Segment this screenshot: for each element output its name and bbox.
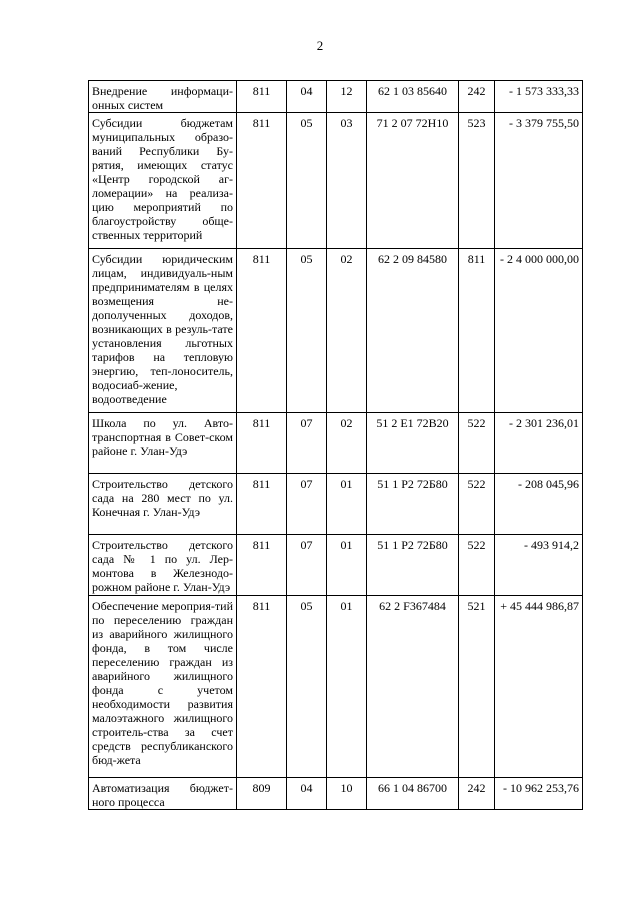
row-gr: 809: [237, 778, 287, 810]
table-row: [89, 81, 583, 113]
row-pr: 01: [327, 474, 367, 535]
row-amount: - 10 962 253,76: [495, 778, 583, 810]
row-amount: - 493 914,2: [495, 535, 583, 596]
row-vr: 242: [459, 778, 495, 810]
row-name: Школа по ул. Авто-транспортная в Совет-ском районе г. Улан-Удэ: [89, 413, 237, 474]
page-number: 2: [316, 38, 324, 53]
row-amount: - 2 4 000 000,00: [495, 249, 583, 413]
row-gr: 811: [237, 81, 287, 113]
row-pr: 02: [327, 413, 367, 474]
row-rz: 05: [287, 596, 327, 778]
table-row: [89, 413, 583, 474]
row-amount: + 45 444 986,87: [495, 596, 583, 778]
row-amount: - 3 379 755,50: [495, 113, 583, 249]
row-csr: 51 2 Е1 72В20: [367, 413, 459, 474]
row-gr: 811: [237, 474, 287, 535]
row-gr: 811: [237, 596, 287, 778]
table-row: [89, 596, 583, 778]
table-row: [89, 535, 583, 596]
row-rz: 07: [287, 413, 327, 474]
row-pr: 01: [327, 596, 367, 778]
row-name: Автоматизация бюджет-ного процесса: [89, 778, 237, 810]
row-amount: - 1 573 333,33: [495, 81, 583, 113]
row-csr: 62 1 03 85640: [367, 81, 459, 113]
row-rz: 07: [287, 474, 327, 535]
row-vr: 522: [459, 474, 495, 535]
row-rz: 04: [287, 81, 327, 113]
row-name: Обеспечение мероприя-тий по переселению граждан из аварийного жилищного фонда, в том числе переселению граждан из аварийного жилищного фонда с учетом необходимости развития малоэтажного жилищного строитель-ства за счет средств республиканского бюд-жета: [89, 596, 237, 778]
row-pr: 10: [327, 778, 367, 810]
row-gr: 811: [237, 249, 287, 413]
budget-changes-table: [88, 80, 583, 810]
row-vr: 522: [459, 535, 495, 596]
row-csr: 51 1 Р2 72Б80: [367, 474, 459, 535]
row-amount: - 2 301 236,01: [495, 413, 583, 474]
table-row: [89, 474, 583, 535]
row-gr: 811: [237, 535, 287, 596]
row-pr: 12: [327, 81, 367, 113]
row-pr: 01: [327, 535, 367, 596]
row-vr: 811: [459, 249, 495, 413]
row-name: Субсидии юридическим лицам, индивидуаль-ным предпринимателям в целях возмещения не-дополученных доходов, возникающих в резуль-тате установления льготных тарифов на тепловую энергию, теп-лоноситель, водосиаб-жение, водоотведение: [89, 249, 237, 413]
table-row: [89, 113, 583, 249]
row-csr: 51 1 Р2 72Б80: [367, 535, 459, 596]
row-name: Строительство детского сада на 280 мест по ул. Конечная г. Улан-Удэ: [89, 474, 237, 535]
table-row: [89, 778, 583, 810]
row-name: Субсидии бюджетам муниципальных образо-ваний Республики Бу-рятия, имеющих статус «Центр городской аг-ломерации» на реализа-цию мероприятий по благоустройству обще-ственных территорий: [89, 113, 237, 249]
row-gr: 811: [237, 413, 287, 474]
row-rz: 05: [287, 249, 327, 413]
row-rz: 04: [287, 778, 327, 810]
row-csr: 62 2 09 84580: [367, 249, 459, 413]
row-csr: 71 2 07 72Н10: [367, 113, 459, 249]
row-vr: 522: [459, 413, 495, 474]
row-name: Внедрение информаци-онных систем: [89, 81, 237, 113]
row-csr: 66 1 04 86700: [367, 778, 459, 810]
row-rz: 07: [287, 535, 327, 596]
row-name: Строительство детского сада № 1 по ул. Лер-монтова в Железнодо-рожном районе г. Улан-Удэ: [89, 535, 237, 596]
row-pr: 02: [327, 249, 367, 413]
row-vr: 523: [459, 113, 495, 249]
row-vr: 242: [459, 81, 495, 113]
row-csr: 62 2 F367484: [367, 596, 459, 778]
row-gr: 811: [237, 113, 287, 249]
table-row: [89, 249, 583, 413]
row-amount: - 208 045,96: [495, 474, 583, 535]
row-vr: 521: [459, 596, 495, 778]
row-pr: 03: [327, 113, 367, 249]
row-rz: 05: [287, 113, 327, 249]
